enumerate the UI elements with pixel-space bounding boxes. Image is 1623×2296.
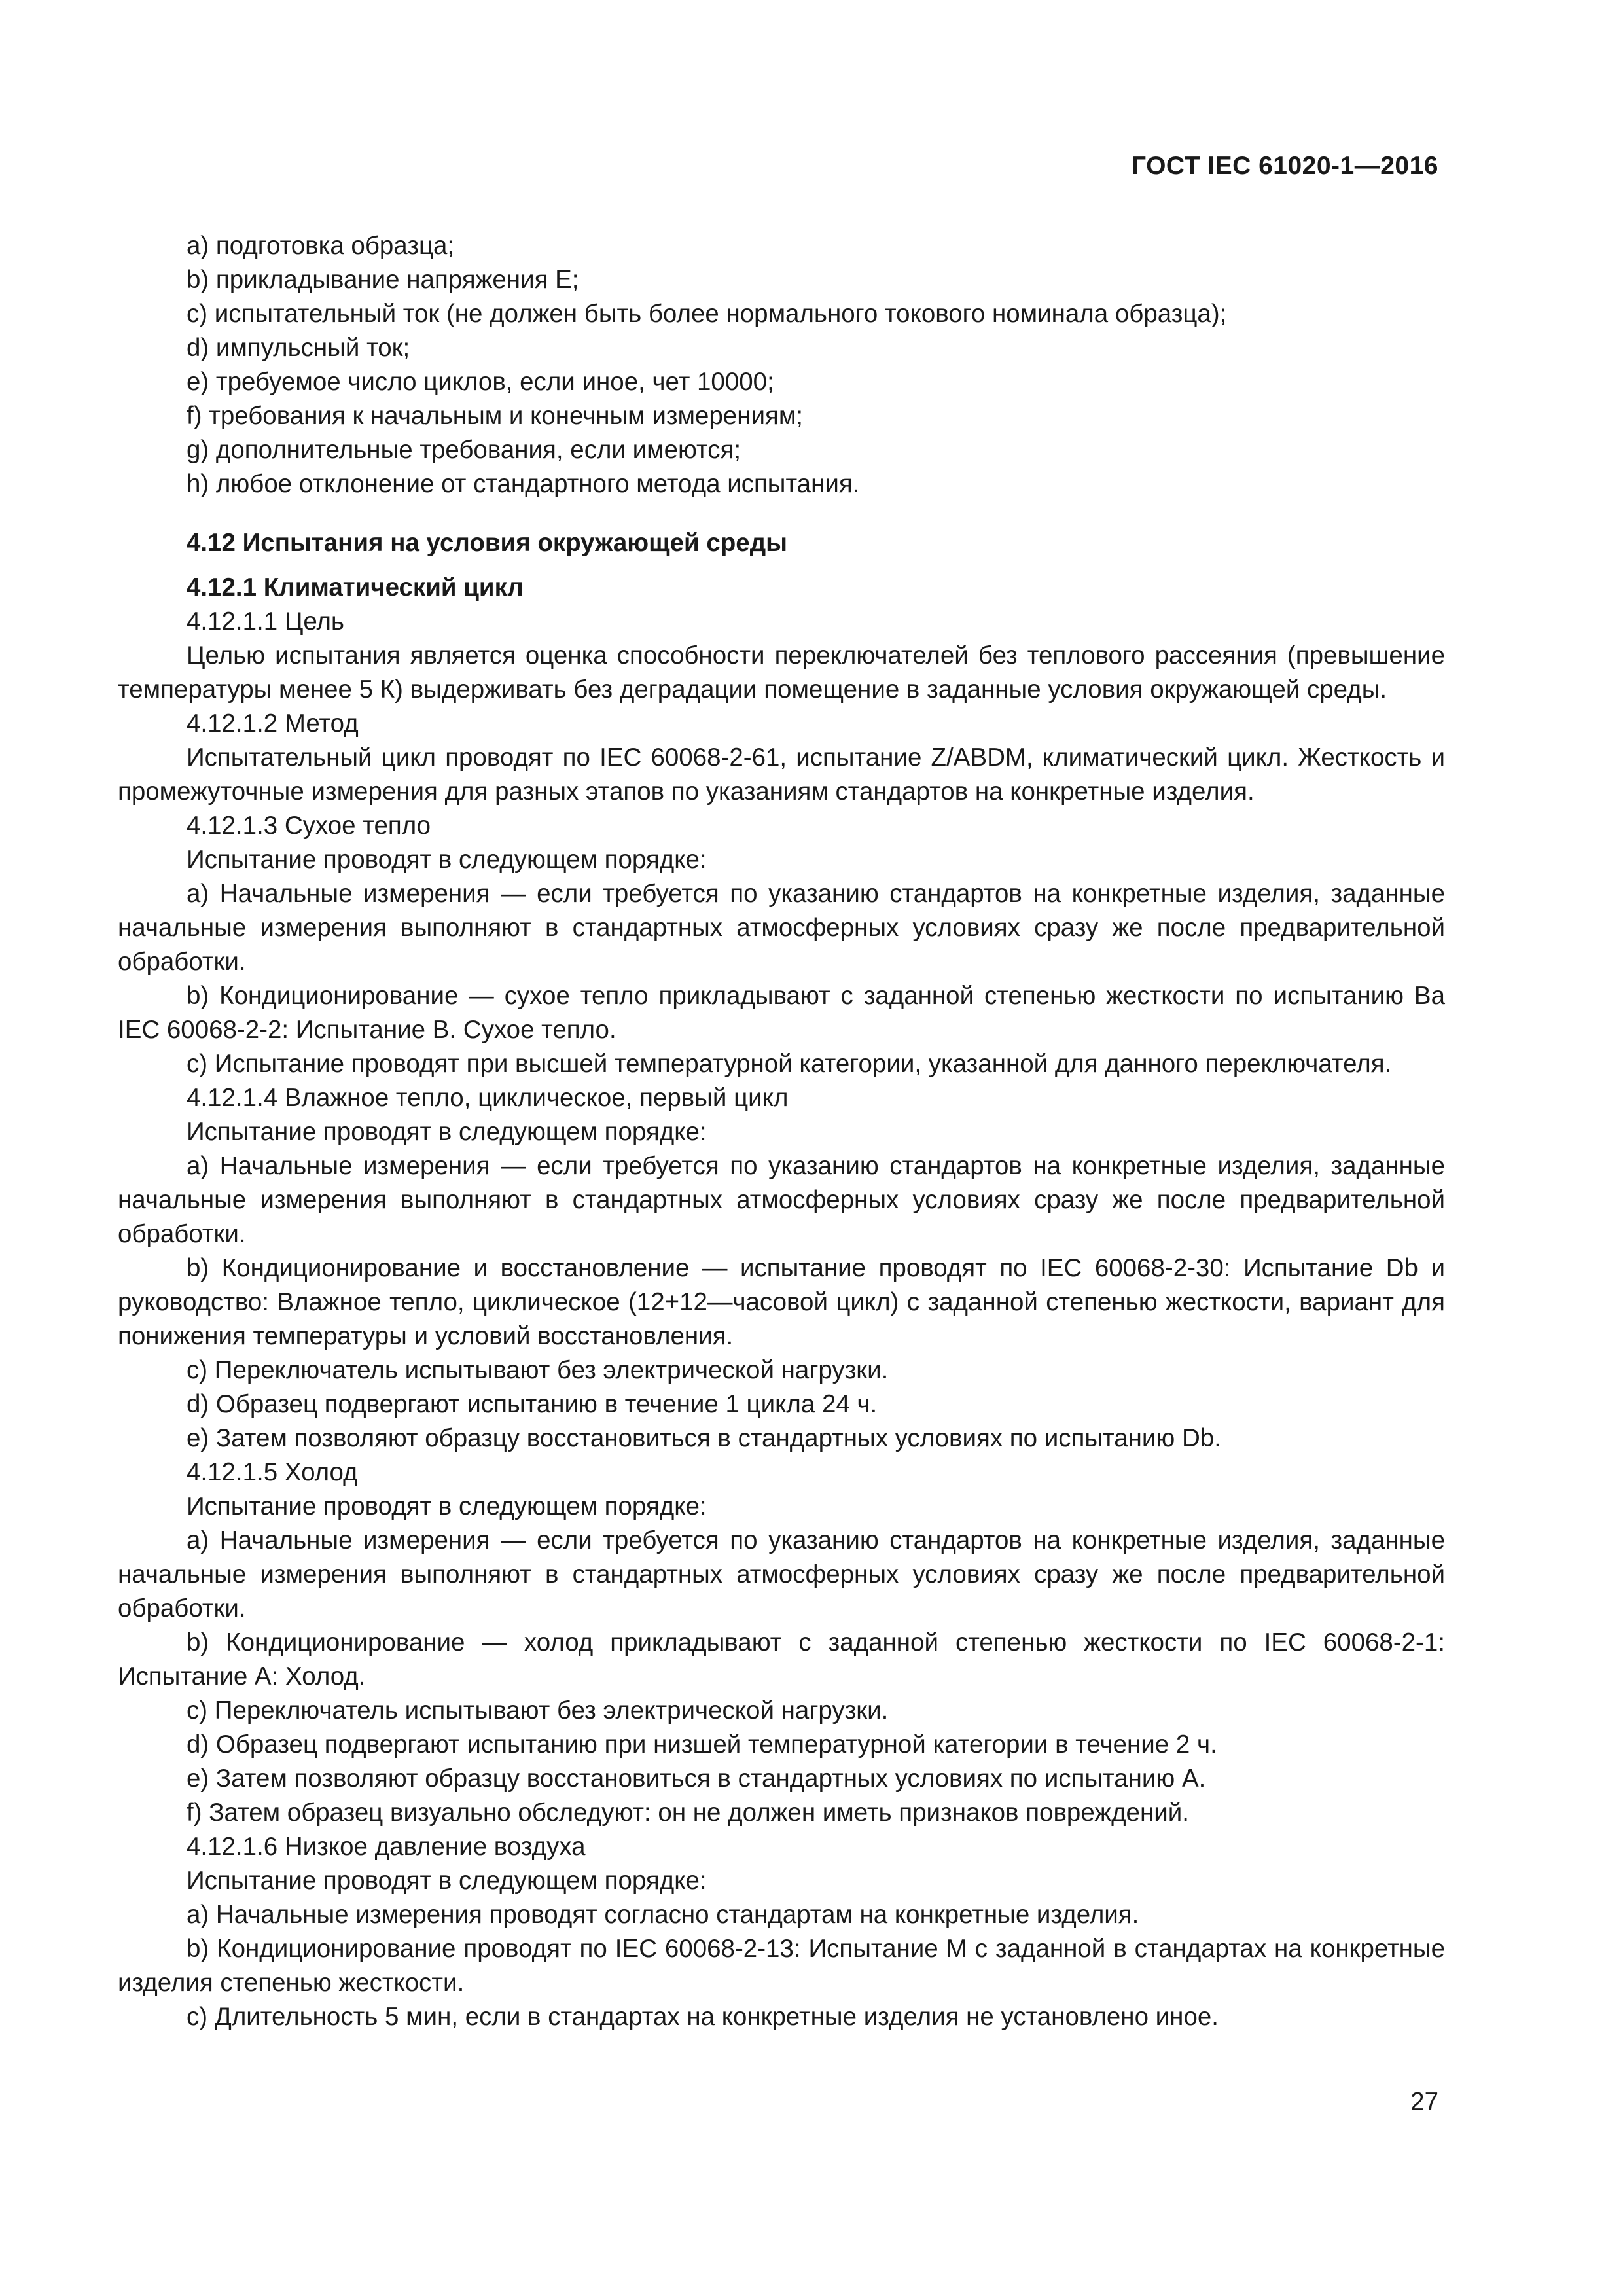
clause-paragraph: Испытание проводят в следующем порядке: — [187, 1118, 707, 1146]
list-item: c) испытательный ток (не должен быть более нормального токового номинала образца); — [187, 300, 1227, 328]
page-number: 27 — [1410, 2088, 1438, 2116]
clause-paragraph: Испытание проводят в следующем порядке: — [187, 846, 707, 874]
clause-paragraph: c) Переключатель испытывают без электрической нагрузки. — [187, 1356, 889, 1384]
list-item: e) требуемое число циклов, если иное, чет 10000; — [187, 368, 774, 396]
clause-heading-dry-heat: 4.12.1.3 Сухое тепло — [187, 812, 431, 840]
subsection-heading: 4.12.1 Климатический цикл — [187, 573, 524, 601]
clause-paragraph: c) Длительность 5 мин, если в стандартах на конкретные изделия не установлено иное. — [187, 2003, 1219, 2031]
intro-list — [118, 229, 1445, 501]
clause-heading-method: 4.12.1.2 Метод — [187, 709, 359, 738]
clause-paragraph: b) Кондиционирование проводят по IEC 60068-2-13: Испытание M с заданной в стандартах на конкретные изделия степенью жесткости. — [118, 1935, 1445, 1997]
clause-paragraph: Испытание проводят в следующем порядке: — [187, 1867, 707, 1895]
document-body — [118, 229, 1445, 2034]
clause-heading-damp-heat: 4.12.1.4 Влажное тепло, циклическое, первый цикл — [187, 1084, 789, 1112]
list-item: d) импульсный ток; — [187, 334, 410, 362]
clause-paragraph: d) Образец подвергают испытанию в течение 1 цикла 24 ч. — [187, 1390, 878, 1418]
clause-paragraph: e) Затем позволяют образцу восстановиться в стандартных условиях по испытанию Db. — [187, 1424, 1221, 1452]
clause-heading-low-pressure: 4.12.1.6 Низкое давление воздуха — [187, 1833, 586, 1861]
clause-paragraph: Целью испытания является оценка способности переключателей без теплового рассеяния (превышение температуры менее 5 К) выдерживать без деградации помещение в заданные условия окружающей среды. — [118, 641, 1445, 704]
list-item: a) подготовка образца; — [187, 232, 455, 260]
clause-paragraph: c) Переключатель испытывают без электрической нагрузки. — [187, 1696, 889, 1725]
clause-heading-cold: 4.12.1.5 Холод — [187, 1458, 358, 1486]
clause-paragraph: c) Испытание проводят при высшей температурной категории, указанной для данного переключателя. — [187, 1050, 1392, 1078]
clause-paragraph: b) Кондиционирование — сухое тепло прикладывают с заданной степенью жесткости по испытанию Ba IEC 60068-2-2: Испытание B. Сухое тепло. — [118, 982, 1445, 1044]
clause-paragraph: b) Кондиционирование — холод прикладывают с заданной степенью жесткости по IEC 60068-2-1: Испытание A: Холод. — [118, 1628, 1445, 1691]
clause-paragraph: a) Начальные измерения — если требуется по указанию стандартов на конкретные изделия, заданные начальные измерения выполняют в стандартных атмосферных условиях сразу же после предварительной обработки. — [118, 1526, 1445, 1623]
clause-heading-purpose: 4.12.1.1 Цель — [187, 607, 344, 636]
clause-paragraph: b) Кондиционирование и восстановление — испытание проводят по IEC 60068-2-30: Испытание Db и руководство: Влажное тепло, циклическое (12+12—часовой цикл) с заданной степенью жесткости, вариант для понижения температуры и условий восстановления. — [118, 1254, 1445, 1350]
list-item: f) требования к начальным и конечным измерениям; — [187, 402, 803, 430]
clause-paragraph: a) Начальные измерения — если требуется по указанию стандартов на конкретные изделия, заданные начальные измерения выполняют в стандартных атмосферных условиях сразу же после предварительной обработки. — [118, 1152, 1445, 1248]
clause-paragraph: a) Начальные измерения проводят согласно стандартам на конкретные изделия. — [187, 1901, 1139, 1929]
list-item: h) любое отклонение от стандартного метода испытания. — [187, 470, 860, 498]
list-item: g) дополнительные требования, если имеются; — [187, 436, 741, 464]
clause-paragraph: f) Затем образец визуально обследуют: он не должен иметь признаков повреждений. — [187, 1799, 1189, 1827]
section-heading: 4.12 Испытания на условия окружающей среды — [187, 529, 788, 557]
clause-paragraph: Испытание проводят в следующем порядке: — [187, 1492, 707, 1520]
list-item: b) прикладывание напряжения E; — [187, 266, 579, 294]
clause-paragraph: a) Начальные измерения — если требуется по указанию стандартов на конкретные изделия, заданные начальные измерения выполняют в стандартных атмосферных условиях сразу же после предварительной обработки. — [118, 880, 1445, 976]
clause-paragraph: Испытательный цикл проводят по IEC 60068-2-61, испытание Z/ABDM, климатический цикл. Жесткость и промежуточные измерения для разных этапов по указаниям стандартов на конкретные изделия. — [118, 744, 1445, 806]
clause-paragraph: d) Образец подвергают испытанию при низшей температурной категории в течение 2 ч. — [187, 1731, 1217, 1759]
clause-paragraph: e) Затем позволяют образцу восстановиться в стандартных условиях по испытанию A. — [187, 1765, 1206, 1793]
document-code-header: ГОСТ IEC 61020-1—2016 — [1131, 152, 1438, 180]
